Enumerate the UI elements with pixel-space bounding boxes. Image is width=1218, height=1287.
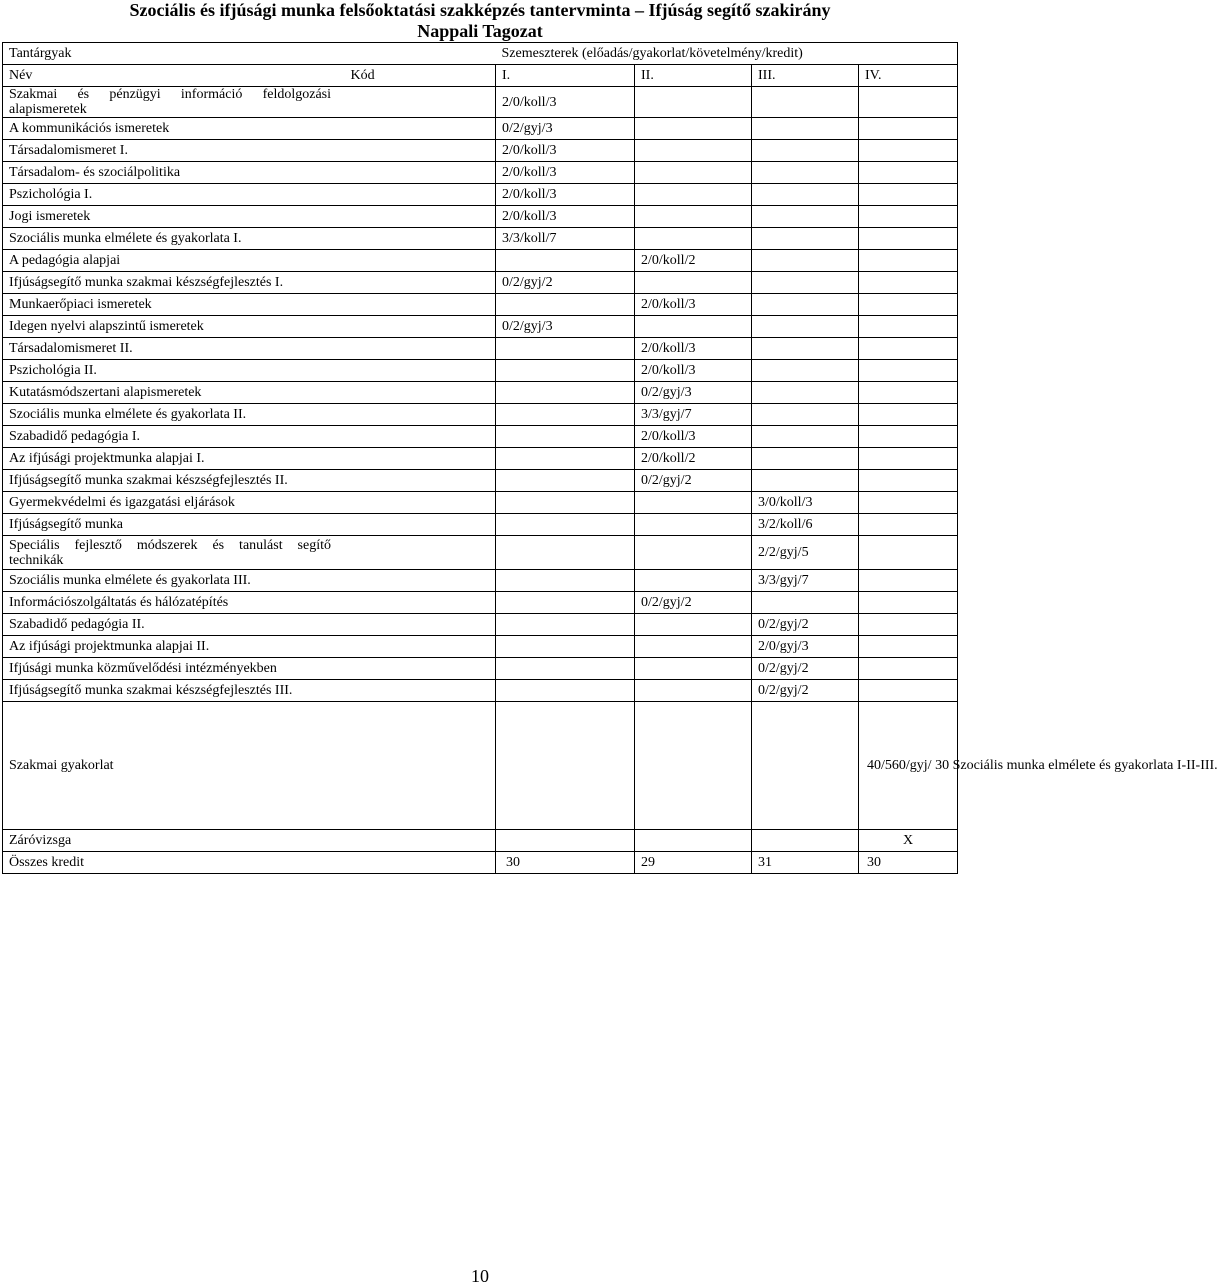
subject-name: Ifjúságsegítő munka xyxy=(3,514,496,536)
semester-cell-s3: 0/2/gyj/2 xyxy=(752,680,859,702)
semester-cell-s4 xyxy=(859,492,958,514)
semester-cell-s4 xyxy=(859,404,958,426)
semester-cell-s3 xyxy=(752,592,859,614)
semester-cell-s3 xyxy=(752,140,859,162)
semester-cell-s3 xyxy=(752,316,859,338)
table-row xyxy=(3,658,958,680)
subject-name: A kommunikációs ismeretek xyxy=(3,118,496,140)
semester-cell-s3 xyxy=(752,250,859,272)
semester-cell-s1: 0/2/gyj/3 xyxy=(496,316,635,338)
table-row xyxy=(3,250,958,272)
table-row xyxy=(3,470,958,492)
semester-cell-s1 xyxy=(496,426,635,448)
table-row xyxy=(3,360,958,382)
semester-cell-s4 xyxy=(859,206,958,228)
practice-row xyxy=(3,702,958,830)
semester-cell-s3: 2/0/gyj/3 xyxy=(752,636,859,658)
header-szemeszterek: Szemeszterek (előadás/gyakorlat/követelmény/kredit) xyxy=(496,43,958,65)
exam-sem1 xyxy=(496,830,635,852)
semester-cell-s2: 0/2/gyj/3 xyxy=(635,382,752,404)
semester-cell-s1 xyxy=(496,636,635,658)
exam-sem3 xyxy=(752,830,859,852)
semester-cell-s2: 2/0/koll/3 xyxy=(635,426,752,448)
semester-cell-s4 xyxy=(859,316,958,338)
page-number: 10 xyxy=(471,1266,489,1286)
semester-cell-s1 xyxy=(496,614,635,636)
totals-sem1: 30 xyxy=(496,852,635,874)
semester-cell-s1 xyxy=(496,404,635,426)
practice-sem2 xyxy=(635,702,752,830)
semester-cell-s2 xyxy=(635,636,752,658)
table-row xyxy=(3,162,958,184)
semester-cell-s2: 2/0/koll/2 xyxy=(635,250,752,272)
subject-name: Gyermekvédelmi és igazgatási eljárások xyxy=(3,492,496,514)
practice-sem3 xyxy=(752,702,859,830)
subject-name xyxy=(3,87,496,118)
semester-cell-s4 xyxy=(859,272,958,294)
semester-cell-s4 xyxy=(859,338,958,360)
subject-name: Társadalomismeret I. xyxy=(3,140,496,162)
subject-name: Szociális munka elmélete és gyakorlata II. xyxy=(3,404,496,426)
semester-cell-s3: 3/0/koll/3 xyxy=(752,492,859,514)
table-row xyxy=(3,294,958,316)
semester-cell-s1 xyxy=(496,592,635,614)
semester-cell-s4 xyxy=(859,514,958,536)
semester-cell-s1 xyxy=(496,570,635,592)
semester-cell-s2: 2/0/koll/2 xyxy=(635,448,752,470)
subject-name: Információszolgáltatás és hálózatépítés xyxy=(3,592,496,614)
semester-cell-s1 xyxy=(496,294,635,316)
exam-sem2 xyxy=(635,830,752,852)
subject-name: Szociális munka elmélete és gyakorlata III. xyxy=(3,570,496,592)
header-sem1: I. xyxy=(496,65,635,87)
semester-cell-s1: 2/0/koll/3 xyxy=(496,140,635,162)
semester-cell-s3 xyxy=(752,426,859,448)
subject-name: Pszichológia II. xyxy=(3,360,496,382)
semester-cell-s3 xyxy=(752,338,859,360)
semester-cell-s2 xyxy=(635,680,752,702)
semester-cell-s2 xyxy=(635,184,752,206)
semester-cell-s1 xyxy=(496,360,635,382)
semester-cell-s4 xyxy=(859,426,958,448)
semester-cell-s2: 2/0/koll/3 xyxy=(635,338,752,360)
table-row xyxy=(3,404,958,426)
semester-cell-s4 xyxy=(859,250,958,272)
semester-cell-s1: 2/0/koll/3 xyxy=(496,87,635,118)
semester-cell-s3: 3/3/gyj/7 xyxy=(752,570,859,592)
subject-name-text: Speciális fejlesztő módszerek és tanulást segítő technikák xyxy=(9,537,331,568)
subject-name: Ifjúságsegítő munka szakmai készségfejlesztés II. xyxy=(3,470,496,492)
subject-name-text: Szakmai és pénzügyi információ feldolgozási alapismeretek xyxy=(9,87,331,117)
subject-name: Jogi ismeretek xyxy=(3,206,496,228)
semester-cell-s4 xyxy=(859,448,958,470)
table-row xyxy=(3,492,958,514)
header-sem2: II. xyxy=(635,65,752,87)
semester-cell-s4 xyxy=(859,294,958,316)
semester-cell-s3 xyxy=(752,272,859,294)
semester-cell-s1: 0/2/gyj/3 xyxy=(496,118,635,140)
semester-cell-s2: 2/0/koll/3 xyxy=(635,294,752,316)
document-title: Szociális és ifjúsági munka felsőoktatási szakképzés tantervminta – Ifjúság segítő szakirány xyxy=(129,0,831,20)
totals-row xyxy=(3,852,958,874)
table-row xyxy=(3,206,958,228)
table-row xyxy=(3,382,958,404)
subject-name: Az ifjúsági projektmunka alapjai I. xyxy=(3,448,496,470)
semester-cell-s2: 2/0/koll/3 xyxy=(635,360,752,382)
totals-sem3: 31 xyxy=(752,852,859,874)
header-sem4: IV. xyxy=(859,65,958,87)
semester-cell-s3: 3/2/koll/6 xyxy=(752,514,859,536)
table-row xyxy=(3,570,958,592)
semester-cell-s1: 2/0/koll/3 xyxy=(496,206,635,228)
subject-name: Idegen nyelvi alapszintű ismeretek xyxy=(3,316,496,338)
semester-cell-s2 xyxy=(635,162,752,184)
semester-cell-s3 xyxy=(752,87,859,118)
semester-cell-s1 xyxy=(496,470,635,492)
semester-cell-s4 xyxy=(859,470,958,492)
semester-cell-s1: 0/2/gyj/2 xyxy=(496,272,635,294)
subject-name: Ifjúságsegítő munka szakmai készségfejlesztés I. xyxy=(3,272,496,294)
header-sem3: III. xyxy=(752,65,859,87)
table-row xyxy=(3,614,958,636)
subject-name xyxy=(3,536,496,570)
semester-cell-s4 xyxy=(859,614,958,636)
practice-sem1 xyxy=(496,702,635,830)
table-row xyxy=(3,338,958,360)
table-row xyxy=(3,184,958,206)
subject-name: Kutatásmódszertani alapismeretek xyxy=(3,382,496,404)
table-row xyxy=(3,514,958,536)
exam-row xyxy=(3,830,958,852)
semester-cell-s2: 3/3/gyj/7 xyxy=(635,404,752,426)
semester-cell-s3 xyxy=(752,404,859,426)
semester-cell-s1 xyxy=(496,338,635,360)
semester-cell-s3 xyxy=(752,382,859,404)
semester-cell-s1 xyxy=(496,536,635,570)
semester-cell-s4 xyxy=(859,184,958,206)
semester-cell-s2 xyxy=(635,140,752,162)
subject-name: Szociális munka elmélete és gyakorlata I. xyxy=(3,228,496,250)
semester-cell-s4 xyxy=(859,140,958,162)
semester-cell-s2 xyxy=(635,536,752,570)
subject-name: Ifjúsági munka közművelődési intézményekben xyxy=(3,658,496,680)
exam-sem4: X xyxy=(859,830,958,852)
semester-cell-s4 xyxy=(859,87,958,118)
table-row xyxy=(3,87,958,118)
curriculum-table-body xyxy=(3,43,958,702)
semester-cell-s2: 0/2/gyj/2 xyxy=(635,592,752,614)
subject-name: Ifjúságsegítő munka szakmai készségfejlesztés III. xyxy=(3,680,496,702)
totals-name: Összes kredit xyxy=(3,852,496,874)
semester-cell-s2 xyxy=(635,316,752,338)
table-row xyxy=(3,592,958,614)
totals-sem4: 30 xyxy=(859,852,958,874)
semester-cell-s1 xyxy=(496,250,635,272)
semester-cell-s1 xyxy=(496,382,635,404)
table-row xyxy=(3,140,958,162)
subject-name: A pedagógia alapjai xyxy=(3,250,496,272)
semester-cell-s2 xyxy=(635,118,752,140)
document-subtitle: Nappali Tagozat xyxy=(417,21,543,41)
semester-cell-s4 xyxy=(859,570,958,592)
semester-cell-s2 xyxy=(635,570,752,592)
semester-cell-s4 xyxy=(859,658,958,680)
semester-cell-s4 xyxy=(859,118,958,140)
semester-cell-s4 xyxy=(859,162,958,184)
semester-cell-s1 xyxy=(496,658,635,680)
semester-cell-s1 xyxy=(496,514,635,536)
semester-cell-s2: 0/2/gyj/2 xyxy=(635,470,752,492)
semester-cell-s4 xyxy=(859,360,958,382)
semester-cell-s2 xyxy=(635,658,752,680)
header-row-1 xyxy=(3,43,958,65)
semester-cell-s1 xyxy=(496,680,635,702)
semester-cell-s2 xyxy=(635,272,752,294)
semester-cell-s3 xyxy=(752,162,859,184)
practice-sem4: 40/560/gyj/ 30 Szociális munka elmélete és gyakorlata I-II-III. xyxy=(859,702,958,830)
semester-cell-s3 xyxy=(752,294,859,316)
semester-cell-s1 xyxy=(496,492,635,514)
subject-name: Szabadidő pedagógia II. xyxy=(3,614,496,636)
semester-cell-s1: 3/3/koll/7 xyxy=(496,228,635,250)
table-row xyxy=(3,536,958,570)
subject-name: Az ifjúsági projektmunka alapjai II. xyxy=(3,636,496,658)
semester-cell-s2 xyxy=(635,228,752,250)
semester-cell-s3 xyxy=(752,228,859,250)
header-nev: Név xyxy=(3,65,345,87)
semester-cell-s3 xyxy=(752,118,859,140)
semester-cell-s4 xyxy=(859,592,958,614)
semester-cell-s1 xyxy=(496,448,635,470)
semester-cell-s2 xyxy=(635,206,752,228)
totals-sem2: 29 xyxy=(635,852,752,874)
header-row-2 xyxy=(3,65,958,87)
subject-name: Társadalom- és szociálpolitika xyxy=(3,162,496,184)
semester-cell-s3 xyxy=(752,360,859,382)
subject-name: Pszichológia I. xyxy=(3,184,496,206)
subject-name: Társadalomismeret II. xyxy=(3,338,496,360)
subject-name: Munkaerőpiaci ismeretek xyxy=(3,294,496,316)
table-row xyxy=(3,316,958,338)
semester-cell-s3: 2/2/gyj/5 xyxy=(752,536,859,570)
table-row xyxy=(3,448,958,470)
semester-cell-s3 xyxy=(752,448,859,470)
semester-cell-s2 xyxy=(635,614,752,636)
semester-cell-s1: 2/0/koll/3 xyxy=(496,162,635,184)
exam-name: Záróvizsga xyxy=(3,830,496,852)
practice-name: Szakmai gyakorlat xyxy=(3,702,496,830)
semester-cell-s4 xyxy=(859,636,958,658)
table-row xyxy=(3,118,958,140)
semester-cell-s4 xyxy=(859,382,958,404)
semester-cell-s4 xyxy=(859,680,958,702)
semester-cell-s3: 0/2/gyj/2 xyxy=(752,658,859,680)
header-tantargyak: Tantárgyak xyxy=(3,43,496,65)
subject-name: Szabadidő pedagógia I. xyxy=(3,426,496,448)
table-row xyxy=(3,272,958,294)
semester-cell-s4 xyxy=(859,536,958,570)
semester-cell-s3 xyxy=(752,470,859,492)
semester-cell-s2 xyxy=(635,514,752,536)
semester-cell-s3 xyxy=(752,206,859,228)
table-row xyxy=(3,636,958,658)
curriculum-table xyxy=(2,42,1218,874)
semester-cell-s4 xyxy=(859,228,958,250)
semester-cell-s2 xyxy=(635,492,752,514)
curriculum-table-footer xyxy=(3,702,1218,874)
semester-cell-s2 xyxy=(635,87,752,118)
header-kod: Kód xyxy=(345,65,496,87)
semester-cell-s3 xyxy=(752,184,859,206)
semester-cell-s3: 0/2/gyj/2 xyxy=(752,614,859,636)
table-row xyxy=(3,426,958,448)
table-row xyxy=(3,228,958,250)
table-row xyxy=(3,680,958,702)
semester-cell-s1: 2/0/koll/3 xyxy=(496,184,635,206)
